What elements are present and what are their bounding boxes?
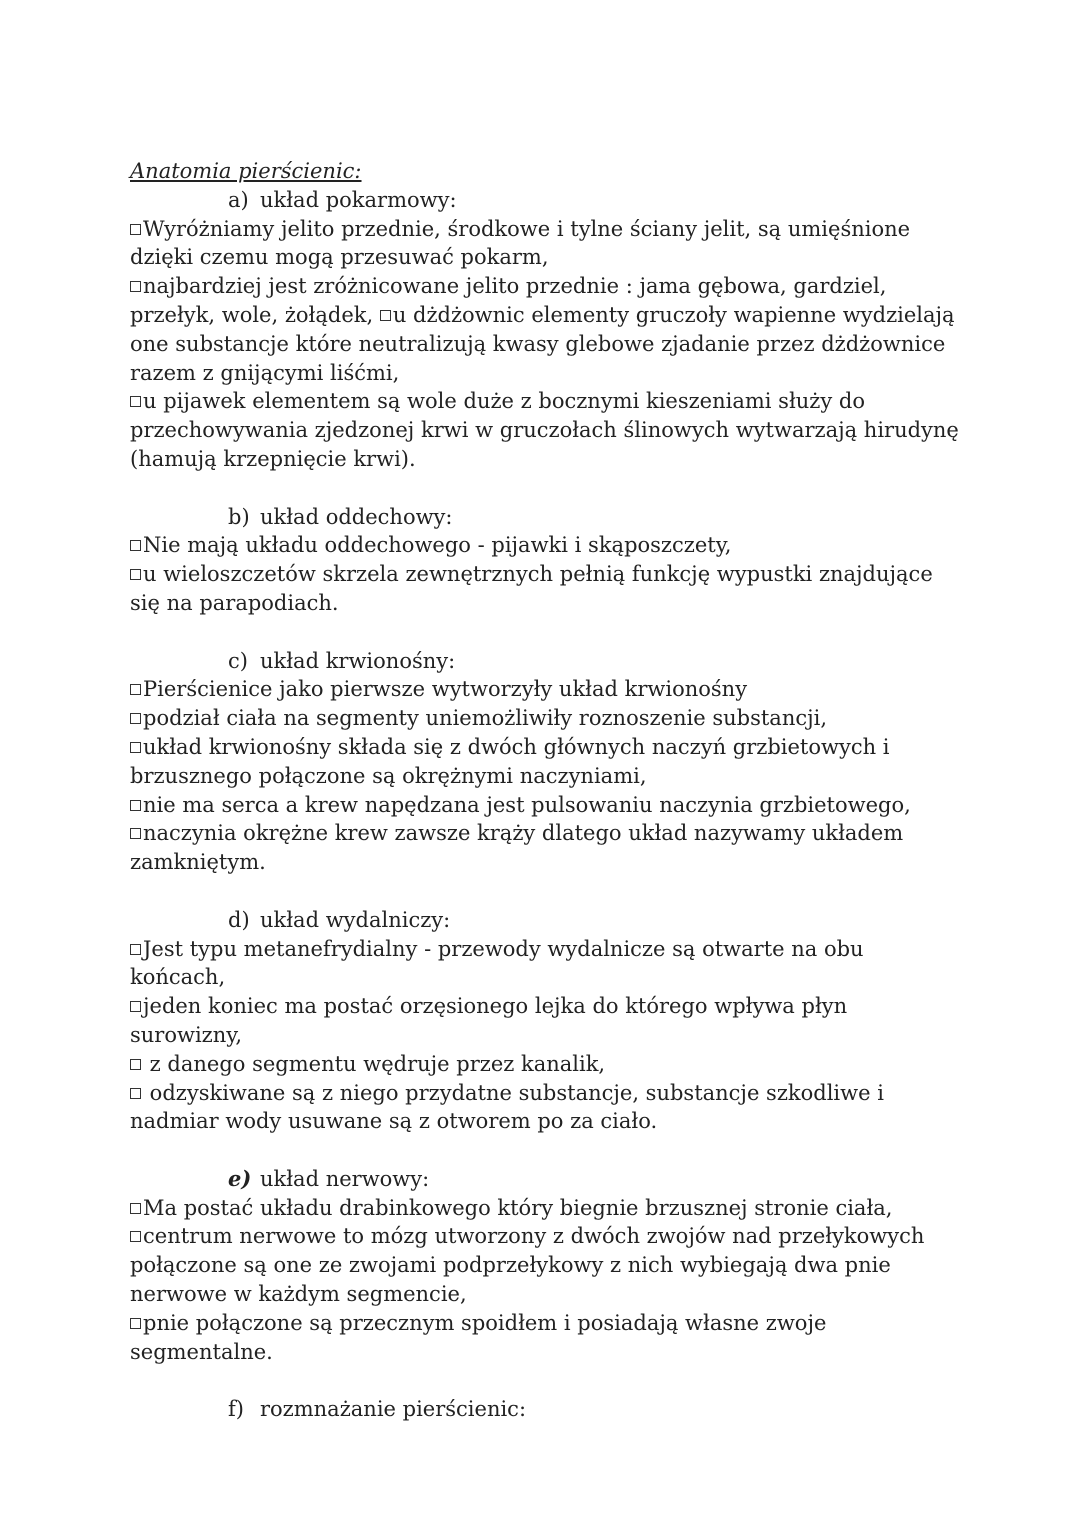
checkbox-square-icon — [130, 569, 141, 580]
paragraph-text: odzyskiwane są z niego przydatne substancje, substancje szkodliwe i nadmiar wody usuwane są z otworem po za ciało. — [130, 1080, 884, 1134]
section-letter: c) — [228, 648, 248, 673]
paragraph — [130, 992, 960, 1050]
section-title: rozmnażanie pierścienic: — [260, 1397, 527, 1422]
section-title: układ oddechowy: — [260, 504, 453, 529]
paragraph-text: u wieloszczetów skrzela zewnętrznych pełnią funkcję wypustki znajdujące się na parapodiach. — [130, 562, 933, 615]
section-heading — [130, 647, 960, 676]
section-heading — [130, 186, 960, 215]
paragraph-text: Ma postać układu drabinkowego który biegnie brzusznej stronie ciała, — [143, 1195, 893, 1220]
paragraph — [130, 733, 960, 791]
checkbox-square-icon — [130, 828, 141, 839]
checkbox-square-icon — [130, 684, 141, 695]
paragraph — [130, 1050, 960, 1079]
section-reproduction — [130, 1395, 960, 1424]
section-letter: b) — [228, 504, 250, 529]
paragraph — [130, 1079, 960, 1137]
section-nervous — [130, 1165, 960, 1367]
paragraph — [130, 935, 960, 993]
paragraph — [130, 791, 960, 820]
paragraph-text: u dżdżownic elementy gruczoły wapienne wydzielają one substancje które neutralizują kwasy glebowe zjadanie przez dżdżownice razem z gnijącymi liśćmi, — [130, 302, 955, 385]
checkbox-square-icon — [130, 1088, 141, 1099]
checkbox-square-icon — [130, 224, 141, 235]
paragraph-text: naczynia okrężne krew zawsze krąży dlatego układ nazywamy układem zamkniętym. — [130, 821, 904, 875]
paragraph — [130, 560, 960, 618]
section-letter: d) — [228, 907, 250, 932]
paragraph — [130, 1222, 960, 1308]
checkbox-square-icon — [130, 281, 141, 292]
paragraph-text: podział ciała na segmenty uniemożliwiły roznoszenie substancji, — [143, 706, 828, 731]
section-letter: f) — [228, 1397, 244, 1422]
checkbox-square-icon — [380, 310, 391, 321]
paragraph — [130, 1194, 960, 1223]
checkbox-square-icon — [130, 713, 141, 724]
paragraph-text: nie ma serca a krew napędzana jest pulsowaniu naczynia grzbietowego, — [143, 792, 911, 817]
checkbox-square-icon — [130, 800, 141, 811]
paragraph-text: centrum nerwowe to mózg utworzony z dwóch zwojów nad przełykowych połączone są one ze zwojami podprzełykowy z nich wybiegają dwa pnie nerwowe w każdym segmencie, — [130, 1224, 925, 1307]
paragraph-text: Jest typu metanefrydialny - przewody wydalnicze są otwarte na obu końcach, — [130, 936, 864, 990]
checkbox-square-icon — [130, 1203, 141, 1214]
section-respiratory — [130, 503, 960, 618]
section-digestive — [130, 186, 960, 474]
paragraph — [130, 1309, 960, 1367]
paragraph-text: u pijawek elementem są wole duże z bocznymi kieszeniami służy do przechowywania zjedzonej krwi w gruczołach ślinowych wytwarzają hirudynę (hamują krzepnięcie krwi). — [130, 389, 959, 471]
paragraph-text: pnie połączone są przecznym spoidłem i posiadają własne zwoje segmentalne. — [130, 1310, 827, 1364]
section-circulatory — [130, 647, 960, 877]
checkbox-square-icon — [130, 742, 141, 753]
paragraph — [130, 819, 960, 877]
paragraph-text: z danego segmentu wędruje przez kanalik, — [143, 1051, 606, 1076]
section-excretory — [130, 906, 960, 1136]
checkbox-square-icon — [130, 1318, 141, 1329]
checkbox-square-icon — [130, 540, 141, 551]
checkbox-square-icon — [130, 1001, 141, 1012]
checkbox-square-icon — [130, 396, 141, 407]
paragraph — [130, 675, 960, 704]
paragraph-text: Pierścienice jako pierwsze wytworzyły układ krwionośny — [143, 677, 748, 702]
document-title: Anatomia pierścienic: — [130, 159, 362, 183]
paragraph-text: układ krwionośny składa się z dwóch głównych naczyń grzbietowych i brzusznego połączone są okrężnymi naczyniami, — [130, 734, 890, 788]
paragraph-text: jeden koniec ma postać orzęsionego lejka do którego wpływa płyn surowizny, — [130, 994, 848, 1047]
paragraph — [130, 531, 960, 560]
section-letter: a) — [228, 187, 249, 212]
paragraph-text: Nie mają układu oddechowego - pijawki i skąposzczety, — [143, 533, 732, 558]
section-title: układ wydalniczy: — [260, 907, 451, 932]
document-body — [130, 157, 960, 1424]
checkbox-square-icon — [130, 1059, 141, 1070]
paragraph — [130, 704, 960, 733]
paragraph — [130, 272, 960, 387]
paragraph — [130, 387, 960, 473]
paragraph-text: najbardziej jest zróżnicowane jelito przednie : jama gębowa, gardziel, przełyk, wole, żołądek, — [130, 274, 887, 327]
section-heading — [130, 906, 960, 935]
checkbox-square-icon — [130, 944, 141, 955]
section-title: układ pokarmowy: — [260, 187, 457, 212]
paragraph — [130, 215, 960, 273]
paragraph-text: Wyróżniamy jelito przednie, środkowe i tylne ściany jelit, są umięśnione dzięki czemu mogą przesuwać pokarm, — [130, 216, 911, 270]
section-heading — [130, 503, 960, 532]
section-heading — [130, 1165, 960, 1194]
section-letter: e) — [228, 1165, 252, 1191]
section-title: układ krwionośny: — [260, 648, 456, 673]
section-title: układ nerwowy: — [260, 1166, 430, 1191]
checkbox-square-icon — [130, 1231, 141, 1242]
section-heading — [130, 1395, 960, 1424]
